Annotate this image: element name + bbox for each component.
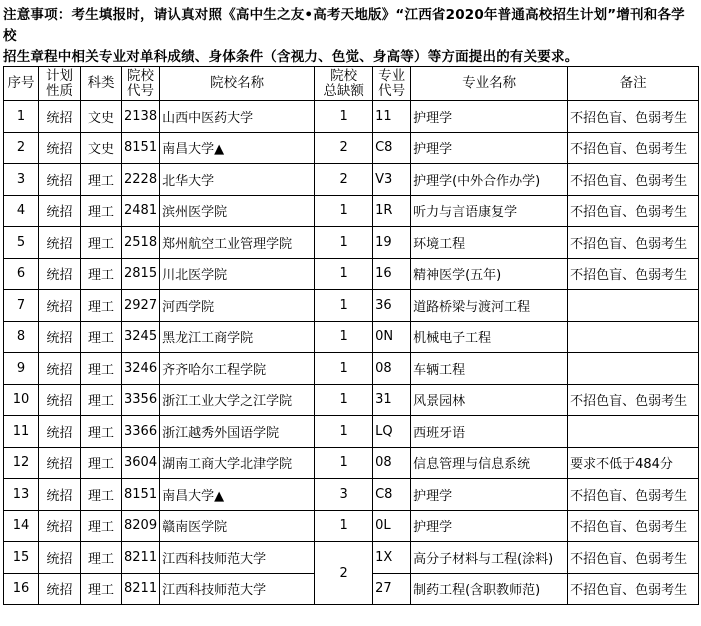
cell-seq: 15 (4, 542, 39, 574)
table-row (4, 132, 699, 164)
cell-major-code: 1X (373, 542, 411, 574)
header-category: 科类 (81, 67, 122, 101)
cell-school-name: 江西科技师范大学 (160, 542, 315, 574)
cell-seq: 16 (4, 573, 39, 605)
cell-school-name: 滨州医学院 (160, 195, 315, 227)
cell-vacancy: 1 (315, 290, 373, 322)
cell-remark: 不招色盲、色弱考生 (568, 479, 699, 511)
cell-vacancy: 1 (315, 195, 373, 227)
cell-school-name: 川北医学院 (160, 258, 315, 290)
cell-school-code: 3604 (122, 447, 160, 479)
cell-school-code: 8211 (122, 542, 160, 574)
cell-category: 理工 (81, 195, 122, 227)
cell-nature: 统招 (39, 353, 81, 385)
cell-major-name: 制药工程(含职教师范) (411, 573, 568, 605)
cell-seq: 13 (4, 479, 39, 511)
table-row (4, 416, 699, 448)
header-school-name: 院校名称 (160, 67, 315, 101)
cell-seq: 14 (4, 510, 39, 542)
cell-major-name: 西班牙语 (411, 416, 568, 448)
cell-vacancy: 1 (315, 321, 373, 353)
table-row (4, 164, 699, 196)
cell-vacancy-merged: 2 (315, 542, 373, 605)
table-row (4, 290, 699, 322)
cell-nature: 统招 (39, 573, 81, 605)
cell-category: 理工 (81, 290, 122, 322)
cell-major-name: 高分子材料与工程(涂料) (411, 542, 568, 574)
table-row (4, 227, 699, 259)
cell-remark (568, 416, 699, 448)
cell-category: 理工 (81, 447, 122, 479)
cell-major-code: C8 (373, 132, 411, 164)
table-row (4, 542, 699, 574)
cell-school-code: 8151 (122, 132, 160, 164)
table-row (4, 258, 699, 290)
cell-school-code: 2138 (122, 101, 160, 133)
cell-school-name: 河西学院 (160, 290, 315, 322)
cell-remark: 不招色盲、色弱考生 (568, 195, 699, 227)
cell-major-name: 精神医学(五年) (411, 258, 568, 290)
header-plan-nature: 计划 性质 (39, 67, 81, 101)
cell-category: 理工 (81, 353, 122, 385)
cell-vacancy: 1 (315, 353, 373, 385)
cell-major-code: C8 (373, 479, 411, 511)
cell-school-code: 8209 (122, 510, 160, 542)
table-row (4, 321, 699, 353)
cell-category: 理工 (81, 479, 122, 511)
cell-school-name: 郑州航空工业管理学院 (160, 227, 315, 259)
header-school-code: 院校 代号 (122, 67, 160, 101)
cell-remark: 不招色盲、色弱考生 (568, 164, 699, 196)
cell-nature: 统招 (39, 290, 81, 322)
cell-major-code: 31 (373, 384, 411, 416)
cell-seq: 4 (4, 195, 39, 227)
cell-school-code: 3366 (122, 416, 160, 448)
header-major-name: 专业名称 (411, 67, 568, 101)
cell-school-name: 南昌大学▲ (160, 479, 315, 511)
cell-remark: 不招色盲、色弱考生 (568, 573, 699, 605)
cell-seq: 5 (4, 227, 39, 259)
cell-category: 文史 (81, 101, 122, 133)
cell-school-code: 2518 (122, 227, 160, 259)
cell-seq: 3 (4, 164, 39, 196)
cell-major-name: 护理学 (411, 479, 568, 511)
cell-major-name: 护理学 (411, 101, 568, 133)
cell-major-code: 19 (373, 227, 411, 259)
cell-vacancy: 1 (315, 447, 373, 479)
cell-major-name: 护理学 (411, 132, 568, 164)
cell-major-code: 0N (373, 321, 411, 353)
cell-school-name: 江西科技师范大学 (160, 573, 315, 605)
cell-school-name: 赣南医学院 (160, 510, 315, 542)
cell-seq: 9 (4, 353, 39, 385)
cell-nature: 统招 (39, 101, 81, 133)
cell-vacancy: 3 (315, 479, 373, 511)
cell-nature: 统招 (39, 258, 81, 290)
cell-nature: 统招 (39, 164, 81, 196)
cell-vacancy: 1 (315, 227, 373, 259)
cell-nature: 统招 (39, 479, 81, 511)
vacancy-table (3, 66, 699, 605)
header-seq: 序号 (4, 67, 39, 101)
cell-remark: 不招色盲、色弱考生 (568, 101, 699, 133)
cell-vacancy: 1 (315, 101, 373, 133)
cell-major-code: 27 (373, 573, 411, 605)
cell-vacancy: 2 (315, 164, 373, 196)
cell-vacancy: 1 (315, 384, 373, 416)
cell-category: 理工 (81, 258, 122, 290)
cell-school-name: 黑龙江工商学院 (160, 321, 315, 353)
cell-major-code: V3 (373, 164, 411, 196)
cell-category: 理工 (81, 384, 122, 416)
cell-school-name: 齐齐哈尔工程学院 (160, 353, 315, 385)
cell-seq: 8 (4, 321, 39, 353)
cell-category: 理工 (81, 164, 122, 196)
cell-nature: 统招 (39, 321, 81, 353)
table-row (4, 353, 699, 385)
cell-major-code: 36 (373, 290, 411, 322)
cell-major-name: 护理学(中外合作办学) (411, 164, 568, 196)
cell-remark: 不招色盲、色弱考生 (568, 510, 699, 542)
table-row (4, 195, 699, 227)
cell-remark: 不招色盲、色弱考生 (568, 258, 699, 290)
cell-school-code: 3245 (122, 321, 160, 353)
cell-vacancy: 1 (315, 416, 373, 448)
cell-remark: 不招色盲、色弱考生 (568, 384, 699, 416)
cell-major-code: 16 (373, 258, 411, 290)
cell-school-name: 浙江越秀外国语学院 (160, 416, 315, 448)
table-header-row (4, 67, 699, 101)
cell-major-name: 信息管理与信息系统 (411, 447, 568, 479)
cell-seq: 1 (4, 101, 39, 133)
cell-major-code: 08 (373, 353, 411, 385)
cell-category: 理工 (81, 227, 122, 259)
cell-remark: 不招色盲、色弱考生 (568, 542, 699, 574)
cell-school-name: 湖南工商大学北津学院 (160, 447, 315, 479)
cell-major-name: 听力与言语康复学 (411, 195, 568, 227)
cell-school-code: 8211 (122, 573, 160, 605)
cell-seq: 10 (4, 384, 39, 416)
cell-major-code: 0L (373, 510, 411, 542)
cell-nature: 统招 (39, 447, 81, 479)
notice-text (3, 2, 698, 64)
cell-major-name: 机械电子工程 (411, 321, 568, 353)
header-vacancy: 院校 总缺额 (315, 67, 373, 101)
cell-major-name: 护理学 (411, 510, 568, 542)
cell-school-code: 3246 (122, 353, 160, 385)
cell-school-name: 南昌大学▲ (160, 132, 315, 164)
cell-nature: 统招 (39, 510, 81, 542)
cell-seq: 2 (4, 132, 39, 164)
cell-school-code: 2815 (122, 258, 160, 290)
header-major-code: 专业 代号 (373, 67, 411, 101)
cell-school-code: 2927 (122, 290, 160, 322)
cell-seq: 12 (4, 447, 39, 479)
table-row (4, 447, 699, 479)
cell-school-name: 浙江工业大学之江学院 (160, 384, 315, 416)
cell-remark (568, 321, 699, 353)
cell-nature: 统招 (39, 132, 81, 164)
table-row (4, 384, 699, 416)
cell-school-code: 8151 (122, 479, 160, 511)
cell-major-code: 11 (373, 101, 411, 133)
cell-category: 理工 (81, 510, 122, 542)
cell-nature: 统招 (39, 195, 81, 227)
cell-remark (568, 290, 699, 322)
cell-major-name: 道路桥梁与渡河工程 (411, 290, 568, 322)
cell-nature: 统招 (39, 227, 81, 259)
cell-seq: 7 (4, 290, 39, 322)
cell-school-name: 山西中医药大学 (160, 101, 315, 133)
cell-vacancy: 1 (315, 510, 373, 542)
cell-school-code: 2228 (122, 164, 160, 196)
cell-major-name: 车辆工程 (411, 353, 568, 385)
cell-category: 理工 (81, 416, 122, 448)
cell-vacancy: 1 (315, 258, 373, 290)
cell-nature: 统招 (39, 416, 81, 448)
cell-seq: 11 (4, 416, 39, 448)
cell-nature: 统招 (39, 384, 81, 416)
cell-remark: 不招色盲、色弱考生 (568, 132, 699, 164)
notice-line-2: 招生章程中相关专业对单科成绩、身体条件（含视力、色觉、身高等）等方面提出的有关要求。 (3, 49, 579, 65)
table-row (4, 510, 699, 542)
cell-major-code: 1R (373, 195, 411, 227)
cell-category: 理工 (81, 321, 122, 353)
cell-category: 文史 (81, 132, 122, 164)
cell-major-name: 风景园林 (411, 384, 568, 416)
cell-category: 理工 (81, 542, 122, 574)
cell-school-code: 2481 (122, 195, 160, 227)
cell-school-code: 3356 (122, 384, 160, 416)
cell-nature: 统招 (39, 542, 81, 574)
cell-major-name: 环境工程 (411, 227, 568, 259)
notice-line-1: 注意事项：考生填报时，请认真对照《高中生之友•高考天地版》“江西省2020年普通高校招生计划”增刊和各学校 (3, 7, 685, 44)
cell-category: 理工 (81, 573, 122, 605)
table-row (4, 479, 699, 511)
cell-remark (568, 353, 699, 385)
cell-remark: 要求不低于484分 (568, 447, 699, 479)
cell-major-code: LQ (373, 416, 411, 448)
cell-major-code: 08 (373, 447, 411, 479)
cell-remark: 不招色盲、色弱考生 (568, 227, 699, 259)
cell-seq: 6 (4, 258, 39, 290)
cell-school-name: 北华大学 (160, 164, 315, 196)
cell-vacancy: 2 (315, 132, 373, 164)
table-row (4, 101, 699, 133)
header-remark: 备注 (568, 67, 699, 101)
